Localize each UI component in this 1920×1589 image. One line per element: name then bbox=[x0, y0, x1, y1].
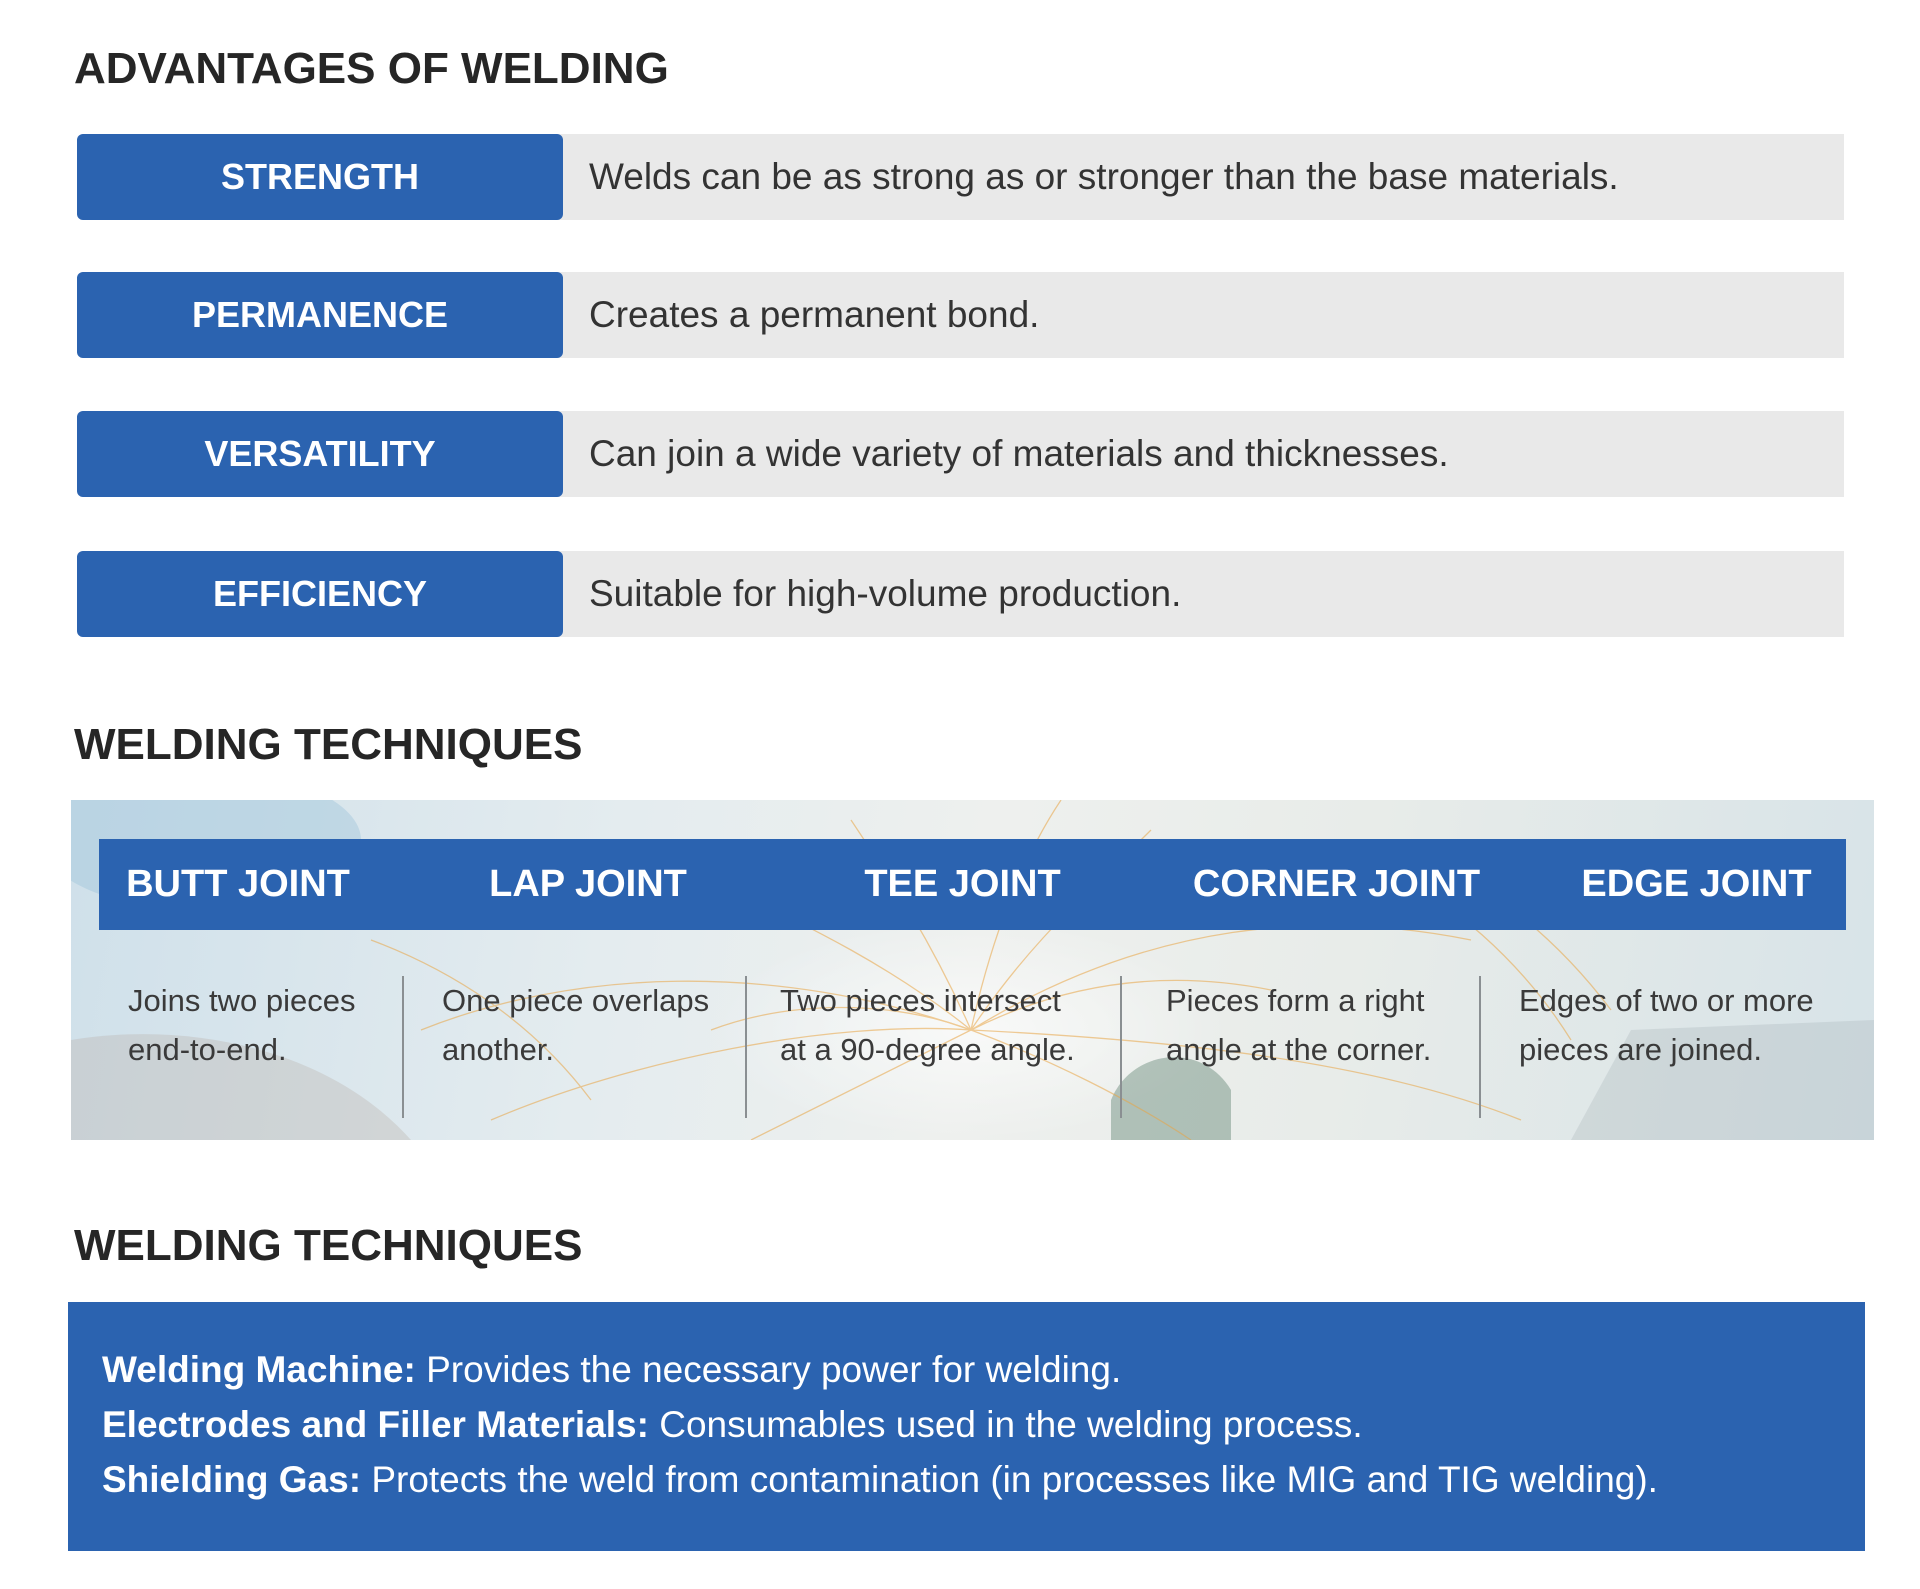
advantage-desc: Can join a wide variety of materials and thicknesses. bbox=[557, 411, 1844, 497]
tool-item-welding-machine bbox=[102, 1342, 1831, 1397]
tool-term: Electrodes and Filler Materials: bbox=[102, 1404, 649, 1445]
joint-header-bar bbox=[99, 839, 1846, 930]
joint-divider bbox=[745, 976, 747, 1118]
joint-desc-line: end-to-end. bbox=[128, 1032, 287, 1067]
joint-desc-line: Edges of two or more bbox=[1519, 983, 1814, 1018]
tool-term: Shielding Gas: bbox=[102, 1459, 362, 1500]
advantage-desc: Creates a permanent bond. bbox=[557, 272, 1844, 358]
advantage-desc: Welds can be as strong as or stronger than the base materials. bbox=[557, 134, 1844, 220]
joint-desc-line: pieces are joined. bbox=[1519, 1032, 1762, 1067]
tool-item-shielding-gas bbox=[102, 1452, 1831, 1507]
joint-divider bbox=[402, 976, 404, 1118]
advantage-row-efficiency bbox=[77, 551, 1844, 637]
tool-desc: Consumables used in the welding process. bbox=[648, 1404, 1363, 1445]
joint-header-tee: TEE JOINT bbox=[864, 863, 1061, 905]
advantage-row-strength bbox=[77, 134, 1844, 220]
advantage-row-versatility bbox=[77, 411, 1844, 497]
joint-divider bbox=[1479, 976, 1481, 1118]
joint-header-lap: LAP JOINT bbox=[489, 863, 687, 905]
tool-desc: Provides the necessary power for welding. bbox=[415, 1349, 1122, 1390]
joint-desc-line: at a 90-degree angle. bbox=[780, 1032, 1075, 1067]
joint-divider bbox=[1120, 976, 1122, 1118]
techniques-title: WELDING TECHNIQUES bbox=[74, 720, 583, 769]
joint-desc-butt bbox=[128, 976, 355, 1074]
advantage-label: VERSATILITY bbox=[77, 411, 563, 497]
joint-header-corner: CORNER JOINT bbox=[1192, 863, 1481, 905]
joint-desc-line: Joins two pieces bbox=[128, 983, 356, 1018]
advantage-label: EFFICIENCY bbox=[77, 551, 563, 637]
tools-box bbox=[68, 1302, 1865, 1551]
advantage-label: STRENGTH bbox=[77, 134, 563, 220]
advantage-row-permanence bbox=[77, 272, 1844, 358]
joint-desc-edge bbox=[1519, 976, 1814, 1074]
joint-desc-line: Two pieces intersect bbox=[780, 983, 1061, 1018]
advantage-label: PERMANENCE bbox=[77, 272, 563, 358]
joint-header-butt: BUTT JOINT bbox=[126, 863, 350, 905]
techniques-panel bbox=[71, 800, 1874, 1140]
tool-item-electrodes bbox=[102, 1397, 1831, 1452]
joint-desc-corner bbox=[1166, 976, 1431, 1074]
joint-desc-tee bbox=[780, 976, 1075, 1074]
joint-desc-line: One piece overlaps bbox=[442, 983, 710, 1018]
joint-desc-line: another. bbox=[442, 1032, 555, 1067]
joint-desc-line: angle at the corner. bbox=[1166, 1032, 1432, 1067]
advantages-title: ADVANTAGES OF WELDING bbox=[74, 44, 669, 93]
tool-term: Welding Machine: bbox=[102, 1349, 416, 1390]
joint-desc-lap bbox=[442, 976, 709, 1074]
tool-desc: Protects the weld from contamination (in processes like MIG and TIG welding). bbox=[361, 1459, 1658, 1500]
advantage-desc: Suitable for high-volume production. bbox=[557, 551, 1844, 637]
joint-desc-line: Pieces form a right bbox=[1166, 983, 1425, 1018]
joint-header-edge: EDGE JOINT bbox=[1581, 863, 1812, 905]
tools-title: WELDING TECHNIQUES bbox=[74, 1221, 583, 1270]
